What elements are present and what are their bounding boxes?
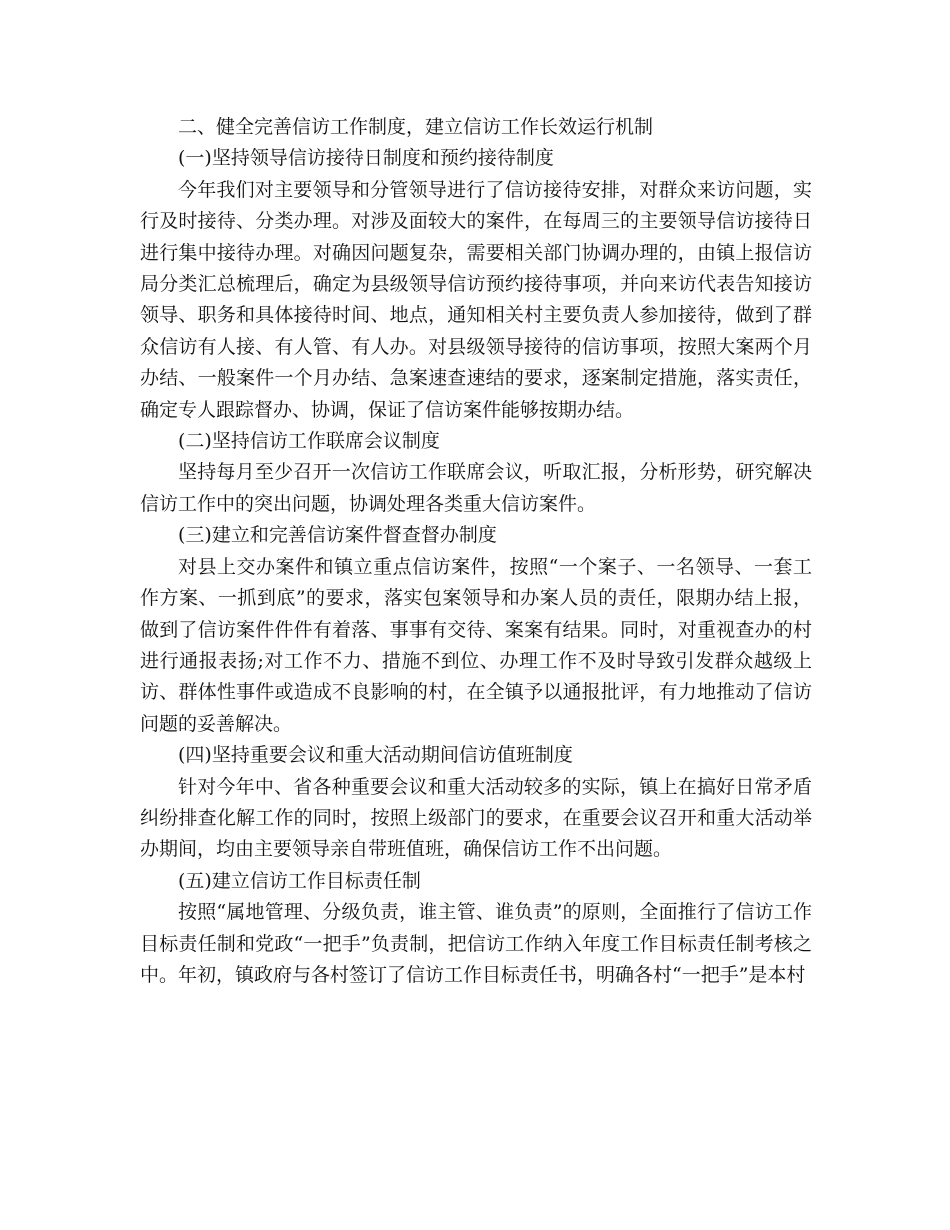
paragraph-5: 按照“属地管理、分级负责，谁主管、谁负责”的原则，全面推行了信访工作目标责任制和党政“一把手”负责制，把信访工作纳入年度工作目标责任制考核之中。年初，镇政府与各村签订了信访工作目标责任书，明确各村“一把手”是本村 [140,901,812,986]
subsection-heading-5: (五)建立信访工作目标责任制 [178,869,421,892]
document-page [140,112,812,991]
section-heading: 二、健全完善信访工作制度，建立信访工作长效运行机制 [178,116,654,138]
subsection-heading-1: (一)坚持领导信访接待日制度和预约接待制度 [178,147,554,170]
paragraph-2: 坚持每月至少召开一次信访工作联席会议，听取汇报，分析形势，研究解决信访工作中的突出问题，协调处理各类重大信访案件。 [140,461,812,515]
subsection-heading-2: (二)坚持信访工作联席会议制度 [178,430,440,453]
paragraph-1: 今年我们对主要领导和分管领导进行了信访接待安排，对群众来访问题，实行及时接待、分类办理。对涉及面较大的案件，在每周三的主要领导信访接待日进行集中接待办理。对确因问题复杂，需要相关部门协调办理的，由镇上报信访局分类汇总梳理后，确定为县级领导信访预约接待事项，并向来访代表告知接访领导、职务和具体接待时间、地点，通知相关村主要负责人参加接待，做到了群众信访有人接、有人管、有人办。对县级领导接待的信访事项，按照大案两个月办结、一般案件一个月办结、急案速查速结的要求，逐案制定措施，落实责任，确定专人跟踪督办、协调，保证了信访案件能够按期办结。 [140,178,812,421]
subsection-heading-4: (四)坚持重要会议和重大活动期间信访值班制度 [178,744,573,767]
subsection-heading-3: (三)建立和完善信访案件督查督办制度 [178,524,497,547]
paragraph-3: 对县上交办案件和镇立重点信访案件，按照“一个案子、一名领导、一套工作方案、一抓到底”的要求，落实包案领导和办案人员的责任，限期办结上报，做到了信访案件件件有着落、事事有交待、案案有结果。同时，对重视查办的村进行通报表扬;对工作不力、措施不到位、办理工作不及时导致引发群众越级上访、群体性事件或造成不良影响的村，在全镇予以通报批评，有力地推动了信访问题的妥善解决。 [140,555,812,735]
paragraph-4: 针对今年中、省各种重要会议和重大活动较多的实际，镇上在搞好日常矛盾纠纷排查化解工作的同时，按照上级部门的要求，在重要会议召开和重大活动举办期间，均由主要领导亲自带班值班，确保信访工作不出问题。 [140,775,812,861]
